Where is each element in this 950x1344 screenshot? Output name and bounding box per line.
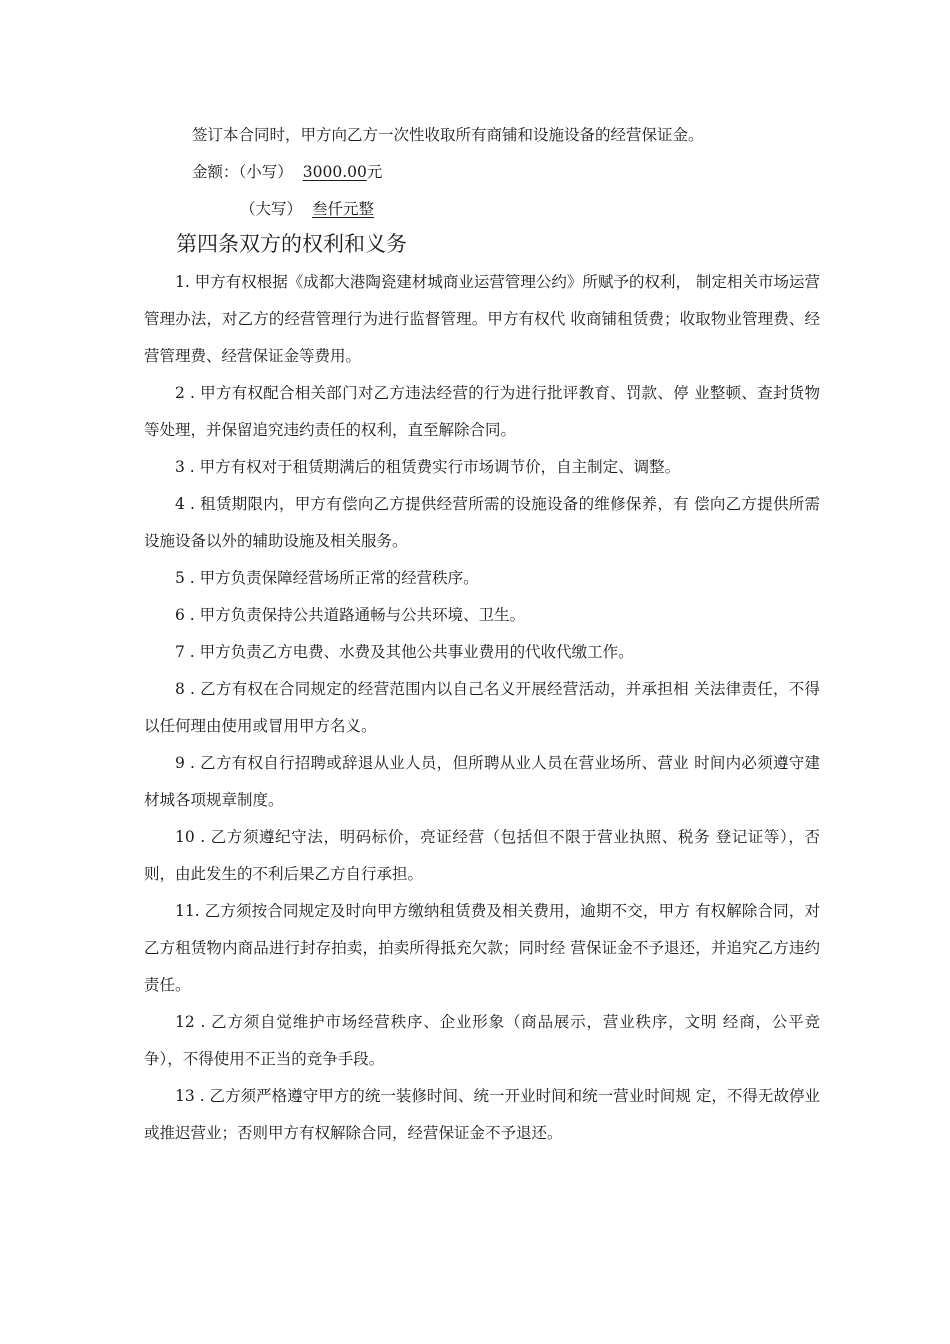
clause-3: 3 . 甲方有权对于租赁期满后的租赁费实行市场调节价，自主制定、调整。 <box>175 458 681 476</box>
clause-5: 5 . 甲方负责保障经营场所正常的经营秩序。 <box>175 569 479 587</box>
amount-big-value: 叁仟元整 <box>312 200 375 218</box>
clause-10: 10 . 乙方须遵纪守法，明码标价，亮证经营（包括但不限于营业执照、税务 登记证等），否则，由此发生的不利后果乙方自行承担。 <box>144 828 820 883</box>
clause-7: 7 . 甲方负责乙方电费、水费及其他公共事业费用的代收代缴工作。 <box>175 643 634 661</box>
clause-2: 2 . 甲方有权配合相关部门对乙方违法经营的行为进行批评教育、罚款、停 业整顿、查封货物等处理，并保留追究违约责任的权利，直至解除合同。 <box>144 384 820 439</box>
deposit-amount-big-line <box>240 191 374 228</box>
deposit-intro: 签订本合同时，甲方向乙方一次性收取所有商铺和设施设备的经营保证金。 <box>192 126 704 144</box>
clause-4: 4 . 租赁期限内，甲方有偿向乙方提供经营所需的设施设备的维修保养，有 偿向乙方提供所需设施设备以外的辅助设施及相关服务。 <box>144 495 820 550</box>
clause-9: 9 . 乙方有权自行招聘或辞退从业人员，但所聘从业人员在营业场所、营业 时间内必须遵守建材城各项规章制度。 <box>144 754 820 809</box>
amount-small-value: 3000.00 <box>302 163 367 181</box>
amount-big-label: （大写） <box>240 200 303 218</box>
amount-small-label: 金额：（小写） <box>192 163 293 181</box>
clause-13: 13 . 乙方须严格遵守甲方的统一装修时间、统一开业时间和统一营业时间规 定，不得无故停业或推迟营业；否则甲方有权解除合同，经营保证金不予退还。 <box>144 1087 820 1142</box>
clause-1: 1. 甲方有权根据《成都大港陶瓷建材城商业运营管理公约》所赋予的权利， 制定相关市场运营管理办法，对乙方的经营管理行为进行监督管理。甲方有权代 收商铺租赁费；收取物业管理费、经营管理费、经营保证金等费用。 <box>144 273 820 365</box>
deposit-amount-small-line <box>192 154 382 191</box>
section-title: 第四条双方的权利和义务 <box>176 232 407 256</box>
clause-8: 8 . 乙方有权在合同规定的经营范围内以自己名义开展经营活动，并承担相 关法律责任，不得以任何理由使用或冒用甲方名义。 <box>144 680 820 735</box>
clause-6: 6 . 甲方负责保持公共道路通畅与公共环境、卫生。 <box>175 606 526 624</box>
amount-unit: 元 <box>366 163 383 181</box>
clause-12: 12 . 乙方须自觉维护市场经营秩序、企业形象（商品展示，营业秩序，文明 经商，公平竞争），不得使用不正当的竞争手段。 <box>144 1013 820 1068</box>
clause-11: 11. 乙方须按合同规定及时向甲方缴纳租赁费及相关费用，逾期不交，甲方 有权解除合同，对乙方租赁物内商品进行封存拍卖，拍卖所得抵充欠款；同时经 营保证金不予退还，并追究乙方违约责任。 <box>144 902 820 994</box>
